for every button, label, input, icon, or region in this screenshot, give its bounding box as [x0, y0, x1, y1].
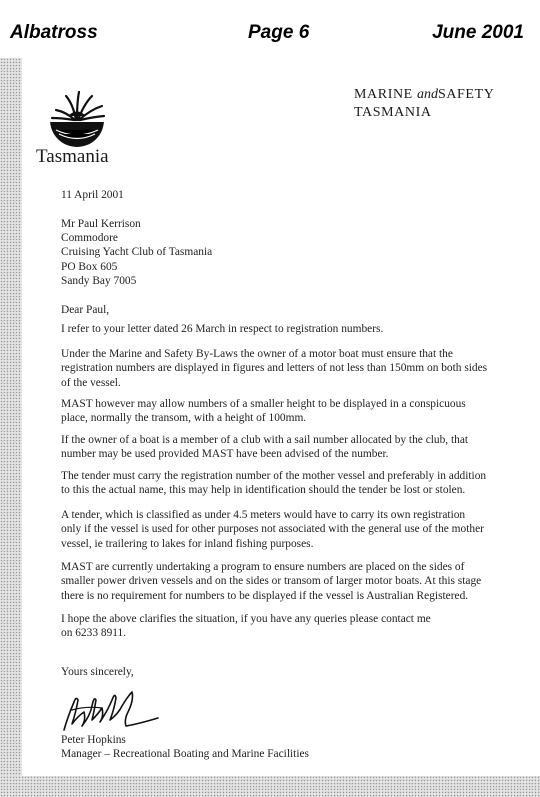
paragraph-line: only if the vessel is used for other purposes not associated with the general use of the mother — [61, 523, 484, 536]
recipient-address — [61, 217, 521, 288]
paragraph — [61, 347, 521, 390]
paragraph-line: smaller power driven vessels and on the sides or transom of larger motor boats. At this stage — [61, 575, 482, 588]
salutation: Dear Paul, — [61, 304, 110, 316]
address-line: Commodore — [61, 232, 118, 245]
paragraph-line: place, normally the transom, with a height of 100mm. — [61, 412, 307, 425]
signature-icon — [62, 686, 166, 734]
organisation-name — [354, 86, 494, 122]
signatory-name: Peter Hopkins — [61, 734, 126, 746]
signatory-title: Manager – Recreational Boating and Marine Facilities — [61, 748, 309, 760]
paragraph-line: MAST however may allow numbers of a smaller height to be displayed in a conspicuous — [61, 398, 466, 410]
paragraph-line: registration numbers are displayed in figures and letters of not less than 150mm on both sides — [61, 362, 488, 375]
letter-date: 11 April 2001 — [61, 189, 124, 201]
paragraph-line: I hope the above clarifies the situation, if you have any queries please contact me — [61, 613, 431, 625]
paragraph — [61, 397, 521, 426]
scan-margin-bottom — [0, 776, 540, 797]
paragraph — [61, 612, 521, 641]
page-number: Page 6 — [248, 22, 310, 43]
paragraph — [61, 508, 521, 551]
paragraph-line: A tender, which is classified as under 4.5 meters would have to carry its own registration — [61, 509, 466, 521]
address-line: PO Box 605 — [61, 260, 118, 273]
paragraph — [61, 560, 521, 603]
paragraph-line: number may be used provided MAST have been advised of the number. — [61, 448, 389, 461]
paragraph-line: vessel, ie trailering to lakes for inland fishing purposes. — [61, 537, 314, 550]
paragraph-line: The tender must carry the registration number of the mother vessel and preferably in addition — [61, 470, 487, 482]
paragraph-line: Under the Marine and Safety By-Laws the owner of a motor boat must ensure that the — [61, 348, 453, 360]
paragraph-line: of the vessel. — [61, 376, 121, 389]
logo-wordmark: Tasmania — [36, 146, 109, 167]
paragraph-line: on 6233 8911. — [61, 627, 127, 640]
address-line: Cruising Yacht Club of Tasmania — [61, 246, 213, 259]
paragraph-line: there is no requirement for numbers to be displayed if the vessel is Australian Registered. — [61, 589, 469, 602]
organisation-line-2: TASMANIA — [354, 105, 432, 120]
organisation-line-1: MARINE andSAFETY — [354, 87, 495, 102]
page-header — [0, 0, 540, 58]
paragraph-line: to this the actual name, this may help in identification should the tender be lost or stolen. — [61, 484, 466, 497]
publication-title: Albatross — [10, 22, 98, 43]
address-line: Sandy Bay 7005 — [61, 274, 137, 287]
paragraph — [61, 433, 521, 462]
paragraph — [61, 322, 521, 336]
paragraph — [61, 469, 521, 498]
paragraph-line: I refer to your letter dated 26 March in respect to registration numbers. — [61, 323, 384, 335]
tasmania-logo-icon — [46, 90, 108, 152]
address-line: Mr Paul Kerrison — [61, 218, 141, 230]
closing: Yours sincerely, — [61, 666, 134, 678]
paragraph-line: MAST are currently undertaking a program to ensure numbers are placed on the sides of — [61, 561, 465, 573]
scan-margin-left — [0, 58, 22, 797]
paragraph-line: If the owner of a boat is a member of a club with a sail number allocated by the club, that — [61, 434, 469, 446]
issue-date: June 2001 — [432, 22, 524, 43]
